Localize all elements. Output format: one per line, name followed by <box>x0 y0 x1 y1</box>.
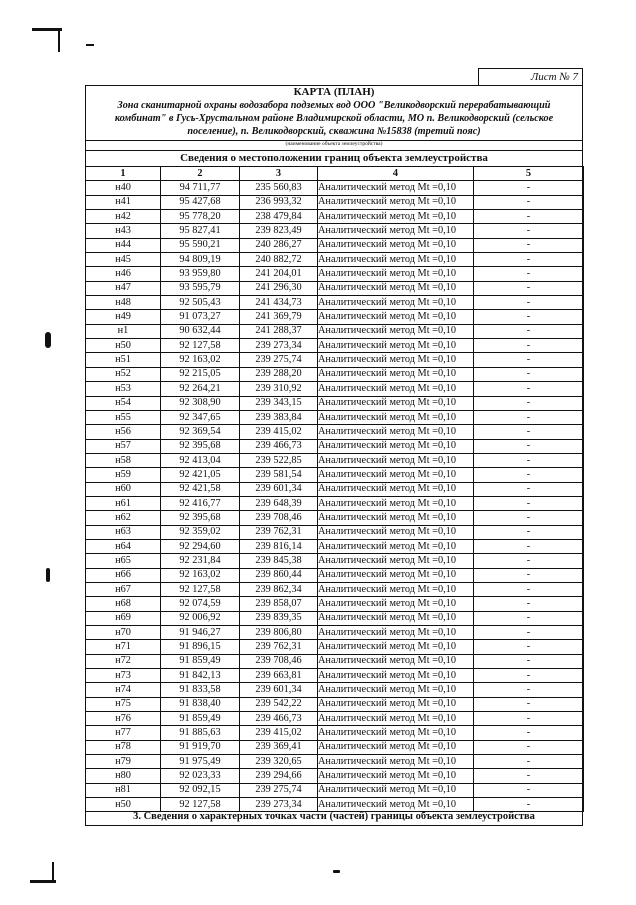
table-row <box>86 224 584 238</box>
table-row <box>86 310 584 324</box>
extra-value: - <box>474 367 584 381</box>
x-coordinate: 92 127,58 <box>161 582 240 596</box>
x-coordinate: 92 369,54 <box>161 425 240 439</box>
point-id: н71 <box>86 640 161 654</box>
column-header: 3 <box>240 167 318 181</box>
method-description: Аналитический метод Mt =0,10 <box>318 253 474 267</box>
extra-value: - <box>474 453 584 467</box>
x-coordinate: 92 359,02 <box>161 525 240 539</box>
x-coordinate: 91 946,27 <box>161 626 240 640</box>
x-coordinate: 92 413,04 <box>161 453 240 467</box>
y-coordinate: 239 466,73 <box>240 439 318 453</box>
extra-value: - <box>474 425 584 439</box>
method-description: Аналитический метод Mt =0,10 <box>318 425 474 439</box>
table-row <box>86 238 584 252</box>
method-description: Аналитический метод Mt =0,10 <box>318 195 474 209</box>
method-description: Аналитический метод Mt =0,10 <box>318 640 474 654</box>
y-coordinate: 240 882,72 <box>240 253 318 267</box>
x-coordinate: 91 919,70 <box>161 740 240 754</box>
x-coordinate: 91 896,15 <box>161 640 240 654</box>
table-row <box>86 554 584 568</box>
point-id: н65 <box>86 554 161 568</box>
y-coordinate: 239 466,73 <box>240 712 318 726</box>
extra-value: - <box>474 310 584 324</box>
x-coordinate: 95 827,41 <box>161 224 240 238</box>
point-id: н50 <box>86 798 161 812</box>
extra-value: - <box>474 482 584 496</box>
table-row <box>86 539 584 553</box>
x-coordinate: 93 959,80 <box>161 267 240 281</box>
method-description: Аналитический метод Mt =0,10 <box>318 726 474 740</box>
method-description: Аналитический метод Mt =0,10 <box>318 181 474 195</box>
extra-value: - <box>474 597 584 611</box>
y-coordinate: 239 845,38 <box>240 554 318 568</box>
table-row <box>86 339 584 353</box>
x-coordinate: 92 308,90 <box>161 396 240 410</box>
extra-value: - <box>474 740 584 754</box>
table-row <box>86 181 584 195</box>
table-body <box>86 181 584 812</box>
scan-dot-bottom <box>333 870 340 873</box>
method-description: Аналитический метод Mt =0,10 <box>318 554 474 568</box>
point-id: н44 <box>86 238 161 252</box>
extra-value: - <box>474 195 584 209</box>
table-row <box>86 683 584 697</box>
table-row <box>86 353 584 367</box>
point-id: н78 <box>86 740 161 754</box>
y-coordinate: 239 522,85 <box>240 453 318 467</box>
extra-value: - <box>474 511 584 525</box>
table-row <box>86 511 584 525</box>
y-coordinate: 239 648,39 <box>240 496 318 510</box>
y-coordinate: 239 816,14 <box>240 539 318 553</box>
method-description: Аналитический метод Mt =0,10 <box>318 210 474 224</box>
table-row <box>86 210 584 224</box>
method-description: Аналитический метод Mt =0,10 <box>318 324 474 338</box>
y-coordinate: 239 823,49 <box>240 224 318 238</box>
method-description: Аналитический метод Mt =0,10 <box>318 482 474 496</box>
table-row <box>86 367 584 381</box>
extra-value: - <box>474 640 584 654</box>
method-description: Аналитический метод Mt =0,10 <box>318 582 474 596</box>
y-coordinate: 239 383,84 <box>240 410 318 424</box>
point-id: н54 <box>86 396 161 410</box>
point-id: н46 <box>86 267 161 281</box>
table-row <box>86 382 584 396</box>
table-row <box>86 396 584 410</box>
x-coordinate: 92 006,92 <box>161 611 240 625</box>
table-row <box>86 669 584 683</box>
point-id: н70 <box>86 626 161 640</box>
binder-mark-top-stem <box>58 30 60 52</box>
x-coordinate: 91 833,58 <box>161 683 240 697</box>
x-coordinate: 91 838,40 <box>161 697 240 711</box>
method-description: Аналитический метод Mt =0,10 <box>318 626 474 640</box>
method-description: Аналитический метод Mt =0,10 <box>318 669 474 683</box>
extra-value: - <box>474 611 584 625</box>
x-coordinate: 92 127,58 <box>161 339 240 353</box>
x-coordinate: 91 885,63 <box>161 726 240 740</box>
x-coordinate: 95 427,68 <box>161 195 240 209</box>
y-coordinate: 241 204,01 <box>240 267 318 281</box>
point-id: н61 <box>86 496 161 510</box>
table-row <box>86 597 584 611</box>
y-coordinate: 238 479,84 <box>240 210 318 224</box>
table-row <box>86 726 584 740</box>
method-description: Аналитический метод Mt =0,10 <box>318 755 474 769</box>
y-coordinate: 239 858,07 <box>240 597 318 611</box>
method-description: Аналитический метод Mt =0,10 <box>318 410 474 424</box>
extra-value: - <box>474 238 584 252</box>
y-coordinate: 239 273,34 <box>240 798 318 812</box>
method-description: Аналитический метод Mt =0,10 <box>318 296 474 310</box>
y-coordinate: 241 369,79 <box>240 310 318 324</box>
extra-value: - <box>474 210 584 224</box>
y-coordinate: 239 601,34 <box>240 683 318 697</box>
x-coordinate: 92 421,58 <box>161 482 240 496</box>
extra-value: - <box>474 382 584 396</box>
table-row <box>86 626 584 640</box>
point-id: н79 <box>86 755 161 769</box>
table-row <box>86 697 584 711</box>
y-coordinate: 239 601,34 <box>240 482 318 496</box>
table-row <box>86 640 584 654</box>
y-coordinate: 239 708,46 <box>240 511 318 525</box>
table-row <box>86 568 584 582</box>
point-id: н77 <box>86 726 161 740</box>
method-description: Аналитический метод Mt =0,10 <box>318 769 474 783</box>
y-coordinate: 239 343,15 <box>240 396 318 410</box>
point-id: н57 <box>86 439 161 453</box>
extra-value: - <box>474 439 584 453</box>
point-id: н52 <box>86 367 161 381</box>
y-coordinate: 239 708,46 <box>240 654 318 668</box>
column-header: 1 <box>86 167 161 181</box>
extra-value: - <box>474 554 584 568</box>
extra-value: - <box>474 769 584 783</box>
extra-value: - <box>474 267 584 281</box>
point-id: н51 <box>86 353 161 367</box>
extra-value: - <box>474 726 584 740</box>
method-description: Аналитический метод Mt =0,10 <box>318 740 474 754</box>
x-coordinate: 92 163,02 <box>161 568 240 582</box>
y-coordinate: 239 415,02 <box>240 425 318 439</box>
point-id: н69 <box>86 611 161 625</box>
x-coordinate: 91 975,49 <box>161 755 240 769</box>
extra-value: - <box>474 712 584 726</box>
point-id: н41 <box>86 195 161 209</box>
x-coordinate: 94 711,77 <box>161 181 240 195</box>
table-row <box>86 582 584 596</box>
table-row <box>86 296 584 310</box>
table-header-row <box>86 167 584 181</box>
table-row <box>86 712 584 726</box>
extra-value: - <box>474 224 584 238</box>
point-id: н81 <box>86 783 161 797</box>
extra-value: - <box>474 339 584 353</box>
y-coordinate: 240 286,27 <box>240 238 318 252</box>
y-coordinate: 235 560,83 <box>240 181 318 195</box>
method-description: Аналитический метод Mt =0,10 <box>318 281 474 295</box>
column-header: 4 <box>318 167 474 181</box>
table-row <box>86 453 584 467</box>
point-id: н80 <box>86 769 161 783</box>
x-coordinate: 92 127,58 <box>161 798 240 812</box>
extra-value: - <box>474 181 584 195</box>
extra-value: - <box>474 296 584 310</box>
binder-hole-lower <box>46 568 50 582</box>
x-coordinate: 95 590,21 <box>161 238 240 252</box>
object-sublabel: (наименование объекта землеустройства) <box>285 141 383 147</box>
point-id: н60 <box>86 482 161 496</box>
extra-value: - <box>474 683 584 697</box>
section-title: Сведения о местоположении границ объекта землеустройства <box>180 152 488 164</box>
y-coordinate: 239 275,74 <box>240 353 318 367</box>
footer-section-title: 3. Сведения о характерных точках части (частей) границы объекта землеустройства <box>133 811 535 822</box>
y-coordinate: 239 762,31 <box>240 525 318 539</box>
y-coordinate: 239 294,66 <box>240 769 318 783</box>
method-description: Аналитический метод Mt =0,10 <box>318 238 474 252</box>
point-id: н48 <box>86 296 161 310</box>
y-coordinate: 239 581,54 <box>240 468 318 482</box>
point-id: н53 <box>86 382 161 396</box>
method-description: Аналитический метод Mt =0,10 <box>318 267 474 281</box>
extra-value: - <box>474 281 584 295</box>
x-coordinate: 92 092,15 <box>161 783 240 797</box>
extra-value: - <box>474 669 584 683</box>
binder-hole-upper <box>45 332 51 348</box>
y-coordinate: 239 860,44 <box>240 568 318 582</box>
point-id: н66 <box>86 568 161 582</box>
point-id: н49 <box>86 310 161 324</box>
table-row <box>86 525 584 539</box>
table-row <box>86 253 584 267</box>
y-coordinate: 236 993,32 <box>240 195 318 209</box>
point-id: н50 <box>86 339 161 353</box>
x-coordinate: 91 859,49 <box>161 654 240 668</box>
extra-value: - <box>474 396 584 410</box>
point-id: н64 <box>86 539 161 553</box>
method-description: Аналитический метод Mt =0,10 <box>318 539 474 553</box>
method-description: Аналитический метод Mt =0,10 <box>318 712 474 726</box>
y-coordinate: 239 806,80 <box>240 626 318 640</box>
y-coordinate: 239 542,22 <box>240 697 318 711</box>
x-coordinate: 90 632,44 <box>161 324 240 338</box>
table-row <box>86 496 584 510</box>
x-coordinate: 92 505,43 <box>161 296 240 310</box>
y-coordinate: 239 273,34 <box>240 339 318 353</box>
table-row <box>86 482 584 496</box>
y-coordinate: 239 762,31 <box>240 640 318 654</box>
table-row <box>86 769 584 783</box>
table-row <box>86 410 584 424</box>
coordinates-table <box>85 166 584 812</box>
extra-value: - <box>474 798 584 812</box>
extra-value: - <box>474 468 584 482</box>
x-coordinate: 94 809,19 <box>161 253 240 267</box>
extra-value: - <box>474 410 584 424</box>
method-description: Аналитический метод Mt =0,10 <box>318 568 474 582</box>
method-description: Аналитический метод Mt =0,10 <box>318 496 474 510</box>
x-coordinate: 92 023,33 <box>161 769 240 783</box>
column-header: 2 <box>161 167 240 181</box>
extra-value: - <box>474 697 584 711</box>
binder-mark-dash <box>86 44 94 46</box>
x-coordinate: 92 416,77 <box>161 496 240 510</box>
x-coordinate: 93 595,79 <box>161 281 240 295</box>
table-row <box>86 740 584 754</box>
method-description: Аналитический метод Mt =0,10 <box>318 396 474 410</box>
extra-value: - <box>474 654 584 668</box>
point-id: н59 <box>86 468 161 482</box>
table-row <box>86 425 584 439</box>
method-description: Аналитический метод Mt =0,10 <box>318 224 474 238</box>
point-id: н1 <box>86 324 161 338</box>
table-row <box>86 195 584 209</box>
table-row <box>86 439 584 453</box>
method-description: Аналитический метод Mt =0,10 <box>318 683 474 697</box>
zone-description: Зона сканитарной охраны водозабора подземых вод ООО "Великодворский перерабатывающий комбинат" в Гусь-Хрустальном районе Владимирской области, МО п. Великодворский (сельское поселение), п. Великодворский, скважина №15838 (третий пояс) <box>114 100 554 137</box>
point-id: н42 <box>86 210 161 224</box>
x-coordinate: 92 395,68 <box>161 439 240 453</box>
point-id: н68 <box>86 597 161 611</box>
y-coordinate: 239 862,34 <box>240 582 318 596</box>
extra-value: - <box>474 568 584 582</box>
x-coordinate: 92 347,65 <box>161 410 240 424</box>
y-coordinate: 239 369,41 <box>240 740 318 754</box>
method-description: Аналитический метод Mt =0,10 <box>318 382 474 396</box>
point-id: н72 <box>86 654 161 668</box>
extra-value: - <box>474 496 584 510</box>
x-coordinate: 95 778,20 <box>161 210 240 224</box>
method-description: Аналитический метод Mt =0,10 <box>318 611 474 625</box>
column-header: 5 <box>474 167 584 181</box>
extra-value: - <box>474 324 584 338</box>
point-id: н45 <box>86 253 161 267</box>
method-description: Аналитический метод Mt =0,10 <box>318 597 474 611</box>
method-description: Аналитический метод Mt =0,10 <box>318 339 474 353</box>
point-id: н55 <box>86 410 161 424</box>
method-description: Аналитический метод Mt =0,10 <box>318 525 474 539</box>
method-description: Аналитический метод Mt =0,10 <box>318 697 474 711</box>
page-title: КАРТА (ПЛАН) <box>293 86 375 98</box>
table-row <box>86 324 584 338</box>
method-description: Аналитический метод Mt =0,10 <box>318 511 474 525</box>
extra-value: - <box>474 253 584 267</box>
method-description: Аналитический метод Mt =0,10 <box>318 439 474 453</box>
extra-value: - <box>474 626 584 640</box>
y-coordinate: 241 296,30 <box>240 281 318 295</box>
point-id: н43 <box>86 224 161 238</box>
method-description: Аналитический метод Mt =0,10 <box>318 654 474 668</box>
method-description: Аналитический метод Mt =0,10 <box>318 783 474 797</box>
point-id: н67 <box>86 582 161 596</box>
x-coordinate: 92 163,02 <box>161 353 240 367</box>
point-id: н58 <box>86 453 161 467</box>
method-description: Аналитический метод Mt =0,10 <box>318 453 474 467</box>
point-id: н76 <box>86 712 161 726</box>
table-row <box>86 281 584 295</box>
point-id: н56 <box>86 425 161 439</box>
table-row <box>86 468 584 482</box>
extra-value: - <box>474 582 584 596</box>
x-coordinate: 91 073,27 <box>161 310 240 324</box>
table-row <box>86 267 584 281</box>
method-description: Аналитический метод Mt =0,10 <box>318 353 474 367</box>
extra-value: - <box>474 353 584 367</box>
point-id: н40 <box>86 181 161 195</box>
table-row <box>86 654 584 668</box>
y-coordinate: 239 288,20 <box>240 367 318 381</box>
table-row <box>86 783 584 797</box>
x-coordinate: 92 264,21 <box>161 382 240 396</box>
extra-value: - <box>474 525 584 539</box>
point-id: н73 <box>86 669 161 683</box>
x-coordinate: 92 215,05 <box>161 367 240 381</box>
extra-value: - <box>474 539 584 553</box>
y-coordinate: 241 434,73 <box>240 296 318 310</box>
y-coordinate: 239 320,65 <box>240 755 318 769</box>
y-coordinate: 239 310,92 <box>240 382 318 396</box>
table-row <box>86 755 584 769</box>
sheet-number: Лист № 7 <box>478 68 583 85</box>
method-description: Аналитический метод Mt =0,10 <box>318 798 474 812</box>
point-id: н62 <box>86 511 161 525</box>
x-coordinate: 92 421,05 <box>161 468 240 482</box>
point-id: н75 <box>86 697 161 711</box>
method-description: Аналитический метод Mt =0,10 <box>318 367 474 381</box>
y-coordinate: 241 288,37 <box>240 324 318 338</box>
binder-mark-bottom-stem <box>52 862 54 882</box>
point-id: н74 <box>86 683 161 697</box>
x-coordinate: 92 294,60 <box>161 539 240 553</box>
y-coordinate: 239 663,81 <box>240 669 318 683</box>
method-description: Аналитический метод Mt =0,10 <box>318 468 474 482</box>
x-coordinate: 92 231,84 <box>161 554 240 568</box>
x-coordinate: 92 074,59 <box>161 597 240 611</box>
x-coordinate: 91 859,49 <box>161 712 240 726</box>
y-coordinate: 239 415,02 <box>240 726 318 740</box>
point-id: н63 <box>86 525 161 539</box>
extra-value: - <box>474 783 584 797</box>
x-coordinate: 92 395,68 <box>161 511 240 525</box>
point-id: н47 <box>86 281 161 295</box>
y-coordinate: 239 275,74 <box>240 783 318 797</box>
extra-value: - <box>474 755 584 769</box>
y-coordinate: 239 839,35 <box>240 611 318 625</box>
x-coordinate: 91 842,13 <box>161 669 240 683</box>
method-description: Аналитический метод Mt =0,10 <box>318 310 474 324</box>
table-row <box>86 611 584 625</box>
